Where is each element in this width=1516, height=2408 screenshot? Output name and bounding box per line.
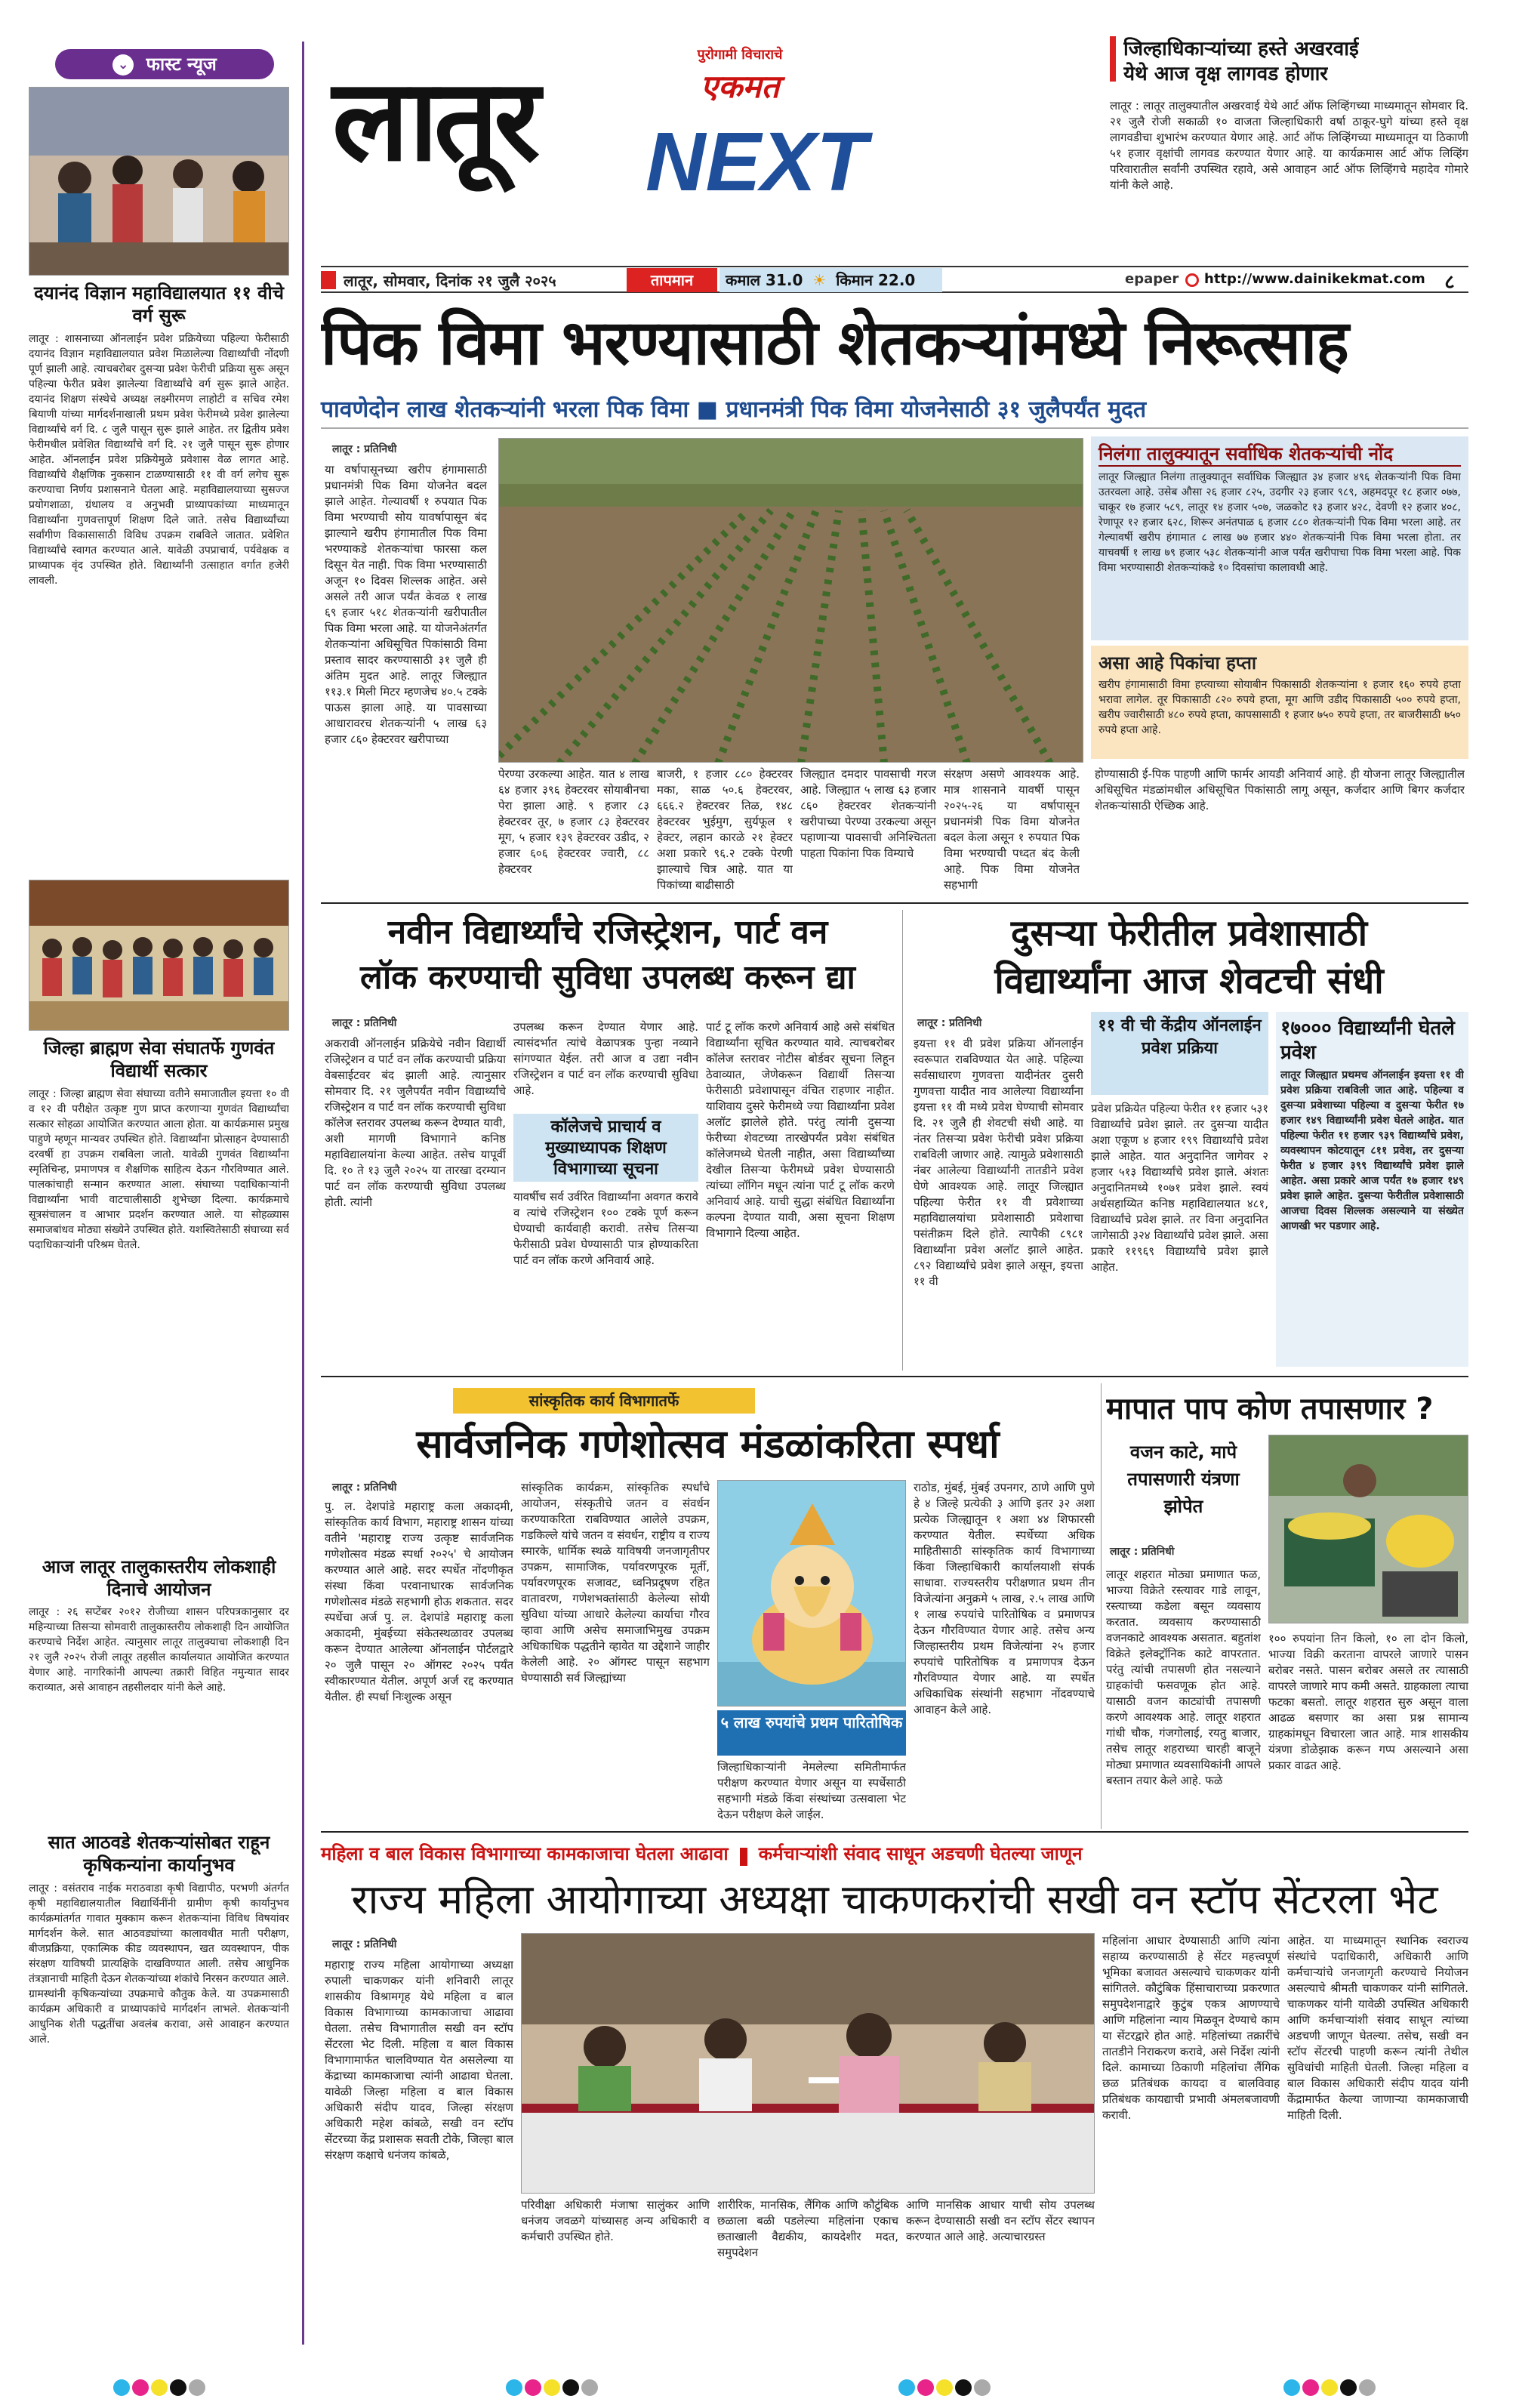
adm-col-1: इयत्ता ११ वी प्रवेश प्रक्रिया ऑनलाईन स्वरूपात राबविण्यात येत आहे. पहिल्या सर्वसाधारण गुणवत्ता यादीनंतर दुसरी गुणवत्ता यादीत नाव आलेल्या विद्यार्थ्यांना इयत्ता ११ वी मध्ये प्रवेश घेण्याची सोमवार दि. २१ जुलै ही शेवटची संधी आहे. या नंतर तिसऱ्या प्रवेश फेरीची प्रवेश प्रक्रिया राबविली जाणार आहे. त्यामुळे प्रवेशासाठी नंबर आलेल्या विद्यार्थ्यांनी तातडीने प्रवेश घेणे आवश्यक आहे. लातूर जिल्ह्यात पहिल्या फेरीत ११ वी प्रवेशाच्या महाविद्यालयांचा प्रवेशासाठी प्रवेशाचा पसंतीक्रम दिले होते. त्यापैकी ८९८१ विद्यार्थ्यांना प्रवेश अलॉट झाले आहेत. ८९२ विद्यार्थ्यांचे प्रवेश झाले असून, इयत्ता ११ वी (914, 1037, 1083, 1288)
mahila-kicker-2: कर्मचाऱ्यांशी संवाद साधून अडचणी घेतल्या जाणून (758, 1843, 1083, 1864)
photo-classroom (29, 88, 289, 276)
page-number: ८ (1444, 271, 1455, 294)
ganesh-photo (717, 1480, 906, 1707)
sidebar-story-4-body: लातूर : वसंतराव नाईक मराठवाडा कृषी विद्यापीठ, परभणी अंतर्गत कृषी महाविद्यालयातील विद्यार्थिनींनी ग्रामीण कृषी कार्यानुभव कार्यक्रमांतर्गत गावात मुक्काम करून शेतकऱ्यांना विविध विषयांवर मार्गदर्शन केले. सात आठवड्यांच्या कालावधीत माती परीक्षण, बीजप्रक्रिया, एकात्मिक कीड व्यवस्थापन, खत व्यवस्थापन, पीक संरक्षण याविषयी प्रात्यक्षिके दाखविण्यात आली. तसेच आधुनिक तंत्रज्ञानाची माहिती देऊन शेतकऱ्यांच्या शंकांचे निरसन करण्यात आले. ग्रामस्थांनी कृषिकन्यांच्या उपक्रमाचे कौतुक केले. या उपक्रमासाठी कार्यक्रम अधिकारी व प्राध्यापकांचे मार्गदर्शन लाभले. शेतकऱ्यांनी आधुनिक शेती पद्धतींचा अवलंब करावा, असे आवाहन करण्यात आले. (29, 1882, 289, 2046)
ganesh-col-3: राठोड, मुंबई, मुंबई उपनगर, ठाणे आणि पुणे हे ४ जिल्हे प्रत्येकी ३ आणि इतर ३२ अशा प्रत्येक जिल्ह्यातून १ अशा ४४ शिफारसी करण्यात येतील. स्पर्धेच्या अधिक माहितीसाठी सांस्कृतिक कार्य विभागाच्या किंवा जिल्हाधिकारी कार्यालयाशी संपर्क साधावा. राज्यस्तरीय परीक्षणात प्रथम तीन विजेत्यांना अनुक्रमे ५ लाख, २.५ लाख आणि १ लाख रुपयांचे पारितोषिक व प्रमाणपत्र देऊन गौरविण्यात येणार आहे. तसेच अन्य जिल्हास्तरीय प्रथम विजेत्यांना २५ हजार रुपयांचे पारितोषिक व प्रमाणपत्र देऊन गौरविण्यात येणार आहे. या स्पर्धेत अधिकाधिक संस्थांनी सहभाग नोंदवण्याचे आवाहन केले आहे. (914, 1481, 1095, 1716)
hapta-title: असा आहे पिकांचा हप्ता (1098, 652, 1257, 674)
sidebar-story-2-body: लातूर : जिल्हा ब्राह्मण सेवा संघाच्या वतीने समाजातील इयत्ता १० वी व १२ वी परीक्षेत उत्कृष्ट गुण प्राप्त करणाऱ्या गुणवंत विद्यार्थ्यांचा सत्कार सोहळा आयोजित करण्यात आला होता. या कार्यक्रमास प्रमुख पाहुणे म्हणून मान्यवर उपस्थित होते. विद्यार्थ्यांना प्रोत्साहन देण्यासाठी दरवर्षी हा उपक्रम राबविला जातो. यावेळी गुणवंत विद्यार्थ्यांना स्मृतिचिन्ह, प्रमाणपत्र व शैक्षणिक साहित्य देऊन गौरविण्यात आले. पालकांचाही सन्मान करण्यात आला. संघाच्या पदाधिकाऱ्यांनी विद्यार्थ्यांना भावी वाटचालीसाठी शुभेच्छा दिल्या. कार्यक्रमाचे सूत्रसंचालन व आभार प्रदर्शन करण्यात आले. या सोहळ्यास समाजबांधव मोठ्या संख्येने उपस्थित होते. यशस्वितेसाठी संघाच्या सर्व पदाधिकाऱ्यांनी परिश्रम घेतले. (29, 1088, 289, 1251)
registration-marks-right (1283, 2379, 1378, 2399)
dateline-bar (321, 266, 1468, 293)
top-right-headline-2: येथे आज वृक्ष लागवड होणार (1123, 63, 1328, 85)
ganesh-byline: लातूर : प्रतिनिधी (332, 1481, 397, 1494)
lead-photo (498, 438, 1083, 763)
temp-label: तापमान (627, 268, 717, 292)
sidebar-story-2-headline: जिल्हा ब्राह्मण सेवा संघातर्फे गुणवंत विद्यार्थी सत्कार (43, 1038, 275, 1081)
epaper-url[interactable]: http://www.dainikekmat.com (1204, 271, 1425, 287)
ganesh-col-1: पु. ल. देशपांडे महाराष्ट्र कला अकादमी, सांस्कृतिक कार्य विभाग, महाराष्ट्र शासन यांच्या वतीने 'महाराष्ट्र राज्य उत्कृष्ट सार्वजनिक गणेशोत्सव मंडळ स्पर्धा २०२५' चे आयोजन करण्यात आले आहे. सदर स्पर्धेत नोंदणीकृत संस्था किंवा परवानाधारक सार्वजनिक गणेशोत्सव मंडळे सहभागी होऊ शकतात. सदर स्पर्धेचा अर्ज पु. ल. देशपांडे महाराष्ट्र कला अकादमी, मुंबईच्या संकेतस्थळावर उपलब्ध करून देण्यात आलेल्या ऑनलाईन पोर्टलद्वारे २० जुलै पासून २० ऑगस्ट २०२५ पर्यंत स्वीकारण्यात येतील. अपूर्ण अर्ज रद्द करण्यात येतील. ही स्पर्धा निःशुल्क असून (325, 1500, 513, 1703)
sidebar-photo-2 (29, 880, 289, 1031)
temp-values (719, 268, 942, 292)
divider-1 (321, 902, 1468, 904)
ganesh-headline: सार्वजनिक गणेशोत्सव मंडळांकरिता स्पर्धा (416, 1422, 1000, 1467)
masthead-tagline: पुरोगामी विचाराचे (697, 47, 783, 63)
photo-felicitation (29, 880, 289, 1031)
mahila-kicker-1: महिला व बाल विकास विभागाच्या कामकाजाचा घेतला आढावा (321, 1843, 729, 1864)
mahila-col-2: महिलांना आधार देण्यासाठी आणि त्यांना सहाय्य करण्यासाठी हे सेंटर महत्त्वपूर्ण भूमिका बजावत असल्याचे चाकणकर यांनी सांगितले. कौटुंबिक हिंसाचाराच्या प्रकरणात समुपदेशनाद्वारे कुटुंब एकत्र आणण्याचे आणि महिलांना न्याय मिळवून देण्याचे काम या सेंटरद्वारे होत आहे. महिलांच्या तक्रारींचे तातडीने निराकरण करावे, असे निर्देश त्यांनी दिले. कामाच्या ठिकाणी महिलांचा लैंगिक छळ प्रतिबंधक कायदा व बालविवाह प्रतिबंधक कायद्याची प्रभावी अंमलबजावणी करावी. (1102, 1934, 1280, 2122)
sidebar-story-1-headline: दयानंद विज्ञान महाविद्यालयात ११ वीचे वर्ग सुरू (34, 282, 284, 326)
masthead-next: NEXT (646, 116, 867, 208)
reg-subbox-title: कॉलेजचे प्राचार्य व मुख्याध्यापक शिक्षण विभागाच्या सूचना (545, 1118, 667, 1179)
box-17000 (1276, 1012, 1468, 1367)
lead-byline: लातूर : प्रतिनिधी (332, 443, 397, 455)
mapan-byline: लातूर : प्रतिनिधी (1110, 1546, 1175, 1558)
mapan-subhead-2: तपासणारी यंत्रणा (1127, 1469, 1240, 1490)
ganesh-kicker-text: सांस्कृतिक कार्य विभागातर्फे (528, 1392, 679, 1410)
lead-col-1: या वर्षापासूनच्या खरीप हंगामासाठी प्रधानमंत्री पिक विमा योजनेत बदल झाले आहेत. गेल्यावर्षी १ रुपयात पिक विमा भरण्याची सोय यावर्षापासून बंद झाल्याने खरीप हंगामातील पिक विमा भरण्याकडे शेतकऱ्यांचा फारसा कल दिसून येत नाही. पिक विमा भरण्यासाठी अजून १० दिवस शिल्लक आहेत. असे असले तरी आज पर्यंत केवळ १ लाख ६९ हजार ५१८ शेतकऱ्यांनी खरीपातील पिक विमा भरला आहे. या योजनेअंतर्गत शेतकऱ्यांना अधिसूचित पिकांसाठी विमा प्रस्ताव सादर करण्यासाठी ३१ जुलै ही अंतिम मुदत आहे. लातूर जिल्ह्यात ११३.१ मिली मिटर म्हणजेच ४०.५ टक्के पाऊस झाला आहे. या पावसाच्या आधारावरच शेतकऱ्यांनी ५ लाख ६३ हजार ८६० हेक्टरवर खरीपाच्या (325, 463, 487, 746)
reg-headline-2: लॉक करण्याची सुविधा उपलब्ध करून द्या (360, 958, 855, 997)
sidebar-photo-1 (29, 87, 289, 276)
photo-meeting (522, 1934, 1095, 2194)
mahila-col-1: महाराष्ट्र राज्य महिला आयोगाच्या अध्यक्षा रुपाली चाकणकर यांनी शनिवारी लातूर शासकीय विश्रामगृह येथे महिला व बाल विकास विभागाच्या कामकाजाचा आढावा घेतला. तसेच विभागातील सखी वन स्टॉप सेंटरला भेट दिली. महिला व बाल विकास विभागामार्फत चालविण्यात येत असलेल्या या केंद्राच्या कामकाजाचा त्यांनी आढावा घेतला. यावेळी जिल्हा महिला व बाल विकास अधिकारी संदीप यादव, जिल्हा संरक्षण अधिकारी महेश कांबळे, सखी वन स्टॉप सेंटरच्या केंद्र प्रशासक सवती टोके, जिल्हा बाल संरक्षण कक्षाचे धनंजय कांबळे, (325, 1958, 513, 2162)
globe-icon (1185, 273, 1199, 287)
divider-3 (321, 1831, 1468, 1833)
box-17000-title: १७००० विद्यार्थ्यांनी घेतले प्रवेश (1280, 1017, 1455, 1064)
registration-marks-center-left (506, 2379, 600, 2399)
ganesh-col-2: सांस्कृतिक कार्यक्रम, सांस्कृतिक स्पर्धांचे आयोजन, संस्कृतीचे जतन व संवर्धन करण्याकरिता राबविण्यात आलेले उपक्रम, गडकिल्ले यांचे जतन व संवर्धन, राष्ट्रीय व राज्य स्मारके, धार्मिक स्थळे याविषयी जनजागृतीपर उपक्रम, सामाजिक, पर्यावरणपूरक मूर्ती, पर्यावरणपूरक सजावट, ध्वनिप्रदूषण रहित वातावरण, गणेशभक्तांसाठी केलेल्या सोयी सुविधा यांच्या आधारे केलेल्या कार्याचा गौरव व्हावा आणि असेच समाजाभिमुख उपक्रम अधिकाधिक पद्धतीने व्हावेत या उद्देशाने जाहीर केलेली आहे. २० ऑगस्ट पासून सहभाग घेण्यासाठी सर्व जिल्ह्यांच्या (521, 1481, 710, 1685)
sidebar-story-3-headline: आज लातूर तालुकास्तरीय लोकशाही दिनाचे आयोजन (42, 1556, 276, 1600)
mahila-photo (521, 1933, 1095, 2194)
adm-headline-2: विद्यार्थ्यांना आज शेवटची संधी (994, 960, 1384, 1002)
lead-subhead-text: पावणेदोन लाख शेतकऱ्यांनी भरला पिक विमा ■ प्रधानमंत्री पिक विमा योजनेसाठी ३१ जुलैपर्यंत मुदत (321, 396, 1147, 423)
dateline-text: लातूर, सोमवार, दिनांक २१ जुलै २०२५ (344, 272, 556, 290)
nilanga-box (1091, 436, 1468, 640)
reg-headline-1: नवीन विद्यार्थ्यांचे रजिस्ट्रेशन, पार्ट वन (387, 913, 828, 951)
temp-min: किमान 22.0 (836, 271, 916, 289)
reg-col-1: अकरावी ऑनलाईन प्रक्रियेचे नवीन विद्यार्थी रजिस्ट्रेशन व पार्ट वन लॉक करण्याची प्रक्रिया वेबसाईटवर बंद झाली आहे. त्यानुसार सोमवार दि. २१ जुलैपर्यंत नवीन विद्यार्थ्यांचे रजिस्ट्रेशन व पार्ट वन लॉक करण्याची सुविधा कॉलेज स्तरावर उपलब्ध करून देण्यात यावी, अशी मागणी विभागाने कनिष्ठ महाविद्यालयांना केल्या आहेत. तसेच यापूर्वी दि. १० ते १३ जुलै २०२५ या तारखा दरम्यान पार्ट वन लॉक करण्याची सुविधा उपलब्ध होती. त्यांनी (325, 1037, 506, 1209)
top-right-story (1110, 30, 1472, 257)
masthead (321, 34, 1087, 261)
lead-col-3: बाजरी, १ हजार ८८० हेक्टरवर मका, साळ ५०.६ हेक्टरवर, ६६६.२ हेक्टरवर तिळ, १४८ हेक्टरवर भुईमुग, सुर्यफूल १ हेक्टर, लहान कारळे २१ हेक्टर अशा प्रकारे ९६.२ टक्के पेरणी झाल्याचे चित्र आहे. यात या पिकांच्या बाढीसाठी (657, 767, 793, 892)
fast-news-icon: ⌄ (112, 54, 134, 76)
mapan-photo (1268, 1435, 1468, 1623)
box-17000-body: लातूर जिल्ह्यात प्रथमच ऑनलाईन इयत्ता ११ वी प्रवेश प्रक्रिया राबविली जात आहे. पहिल्या व दुसऱ्या प्रवेशाच्या पहिल्या व दुसऱ्या फेरीत १७ हजार १४९ विद्यार्थ्यांनी प्रवेश घेतले आहेत. यात पहिल्या फेरीत ११ हजार ९३९ विद्यार्थ्यांचे प्रवेश, व्यवस्थापन कोटयातून ८११ प्रवेश, तर दुसऱ्या फेरीत ४ हजार ३९९ विद्यार्थ्यांचे प्रवेश झाले आहेत. असा प्रकारे आज पर्यंत १७ हजार १४९ प्रवेश झाले आहेत. दुसऱ्या फेरीतील प्रवेशासाठी आजचा दिवस शिल्लक असल्याने या संख्येत आणखी भर पडणार आहे. (1280, 1069, 1464, 1232)
adm-headline-1: दुसऱ्या फेरीतील प्रवेशासाठी (1010, 912, 1368, 954)
photo-fruit-vendor (1269, 1435, 1468, 1623)
kicker-separator (740, 1848, 747, 1866)
mahila-caption: परिवीक्षा अधिकारी मंजाषा सालुंकर आणि धनंजय जवळगे यांच्यासह अन्य अधिकारी व कर्मचारी उपस्थित होते. (521, 2198, 710, 2243)
reg-col-3: पार्ट टू लॉक करणे अनिवार्य आहे असे संबंधित विद्यार्थ्यांना सूचित करण्यात यावे. त्याचबरोबर कॉलेज स्तरावर नोटीस बोर्डवर सूचना लिहून ठेवाव्यात, जेणेकरून विद्यार्थी तिसऱ्या फेरीसाठी प्रवेशापासून वंचित राहणार नाहीत. याशिवाय दुसरे फेरीमध्ये ज्या विद्यार्थ्यांना प्रवेश अलॉट झालेले होते. परंतु त्यांनी दुसऱ्या फेरीच्या शेवटच्या तारखेपर्यंत प्रवेश संबंधित कॉलेजमध्ये घेतली नाहीत, असा विद्यार्थ्यांच्या देखील तिसऱ्या फेरीमध्ये प्रवेश घेण्यासाठी त्यांच्या लॉगिन मधून त्यांना पार्ट टू लॉक करणे अनिवार्य आहे. याची सुद्धा संबंधित विद्यार्थ्यांना कल्पना देण्यात यावी, असा सूचना शिक्षण विभागाने दिल्या आहेत. (706, 1020, 895, 1240)
ganesh-caption: ५ लाख रुपयांचे प्रथम पारितोषिक (720, 1713, 903, 1731)
dateline-mark (321, 271, 336, 289)
divider-v-1 (902, 910, 903, 1370)
mapan-subhead-3: झोपेत (1163, 1496, 1203, 1517)
epaper-label: epaper (1125, 271, 1179, 287)
masthead-brand: एकमत (700, 68, 780, 105)
ganesh-kicker (453, 1388, 755, 1414)
nilanga-body: लातूर जिल्ह्यात निलंगा तालुक्यातून सर्वाधिक जिल्ह्यात ३४ हजार ४९६ शेतकऱ्यांनी पिक विमा उतरवला आहे. उसेब औसा २६ हजार ८२५, उदगीर २३ हजार ९८९, अहमदपूर १८ हजार ०७७, चाकूर १७ हजार ५८९, लातूर १४ हजार ५०७, जळकोट १३ हजार ४२८, देवणी १२ हजार ४०८, रेणापूर १२ हजार ६२८, शिरूर अनंतपाळ ६ हजार ८८० शेतकऱ्यांनी पिक विमा भरला आहे. तर गेल्यावर्षी खरीप हंगामात ८ लाख ७७ हजार ४४० शेतकऱ्यांनी पिक विमा भरला होता. तर याचवर्षी १ लाख ७९ हजार ५३८ शेतकऱ्यांनी आज पर्यंत खरीपाचा पिक विमा भरला आहे. पिक विमा भरण्यासाठी शेतकऱ्यांकडे १० दिवसांचा कालावधी आहे. (1098, 471, 1461, 574)
sidebar-story-3-body: लातूर : २६ सप्टेंबर २०१२ रोजीच्या शासन परिपत्रकानुसार दर महिन्याच्या तिसऱ्या सोमवारी तालुकास्तरीय लोकशाही दिन आयोजित करण्याचे निर्देश आहेत. त्यानुसार लातूर तालुक्याचा लोकशाही दिन २१ जुलै २०२५ रोजी लातूर तहसील कार्यालयात आयोजित करण्यात येणार आहे. नागरिकांनी आपल्या तक्रारी विहित नमुन्यात सादर कराव्यात, असे आवाहन तहसीलदार यांनी केले आहे. (29, 1606, 289, 1694)
mahila-kicker (321, 1839, 1468, 1869)
mapan-col-1: लातूर शहरात मोठ्या प्रमाणात फळ, भाज्या विक्रेते रस्त्यावर गाडे लावून, रस्त्याच्या कडेला बसून व्यवसाय करतात. व्यवसाय करण्यासाठी वजनकाटे आवश्यक असतात. बहुतांश विक्रेते इलेक्ट्रॉनिक काटे वापरतात. परंतु त्यांची तपासणी होत नसल्याने ग्राहकांची फसवणूक होत आहे. यासाठी वजन काट्यांची तपासणी करणे आवश्यक आहे. लातूर शहरात गांधी चौक, गंजगोलाई, रयतु बाजार, तसेच लातूर शहराच्या चारही बाजूने मोठ्या प्रमाणात व्यवसायिकांनी आपले बस्तान तयार केले आहे. फळे (1106, 1568, 1261, 1787)
divider-v-2 (1101, 1383, 1102, 1829)
photo-crop-field (499, 439, 1083, 763)
registration-marks-left (113, 2379, 208, 2399)
temp-max: कमाल 31.0 (726, 271, 803, 289)
reg-byline: लातूर : प्रतिनिधी (332, 1017, 397, 1029)
nilanga-title: निलंगा तालुक्यातून सर्वाधिक शेतकऱ्यांची नोंद (1098, 442, 1461, 467)
ganesh-caption-text: जिल्हाधिकाऱ्यांनी नेमलेल्या समितीमार्फत परीक्षण करण्यात येणार असून या स्पर्धेसाठी सहभागी मंडळे किंवा संस्थांच्या उत्सवाला भेट देऊन परीक्षण केले जाईल. (717, 1760, 906, 1821)
top-right-bar (1110, 36, 1116, 82)
lead-col-5: संरक्षण असणे आवश्यक आहे. मात्र शासनाने यावर्षी पासून २०२५-२६ या वर्षापासून प्रधानमंत्री पिक विमा योजनेत बदल केला असून १ रुपयात पिक विमा भरण्याची पध्दत बंद केली आहे. पिक विमा योजनेत सहभागी (944, 767, 1080, 892)
mapan-headline: मापात पाप कोण तपासणार ? (1106, 1392, 1434, 1426)
registration-marks-center-right (898, 2379, 993, 2399)
sidebar-header (55, 49, 274, 79)
photo-ganesh-idol (718, 1481, 906, 1707)
mahila-col-3: आहेत. या माध्यमातून स्थानिक स्वराज्य संस्थांचे पदाधिकारी, अधिकारी आणि कर्मचाऱ्यांचे जनजागृती करण्याचे नियोजन असल्याचे श्रीमती चाकणकर यांनी सांगितले. चाकणकर यांनी यावेळी उपस्थित अधिकारी आणि कर्मचाऱ्यांशी संवाद साधून त्यांच्या अडचणी जाणून घेतल्या. तसेच, सखी वन स्टॉप सेंटरची पाहणी करून त्यांनी तेथील सुविधांची माहिती घेतली. जिल्हा महिला व बाल विकास अधिकारी संदीप यादव यांनी केंद्रामार्फत केल्या जाणाऱ्या कामकाजाची माहिती दिली. (1287, 1934, 1468, 2122)
mahila-caption-3: आणि मानसिक आधार याची सोय उपलब्ध करून देण्यासाठी सखी वन स्टॉप सेंटर स्थापन करण्यात आले आहे. अत्याचारग्रस्त (906, 2198, 1095, 2243)
reg-subbox (513, 1114, 698, 1182)
top-right-headline-1: जिल्हाधिकाऱ्यांच्या हस्ते अखरवाई (1123, 38, 1359, 60)
mahila-caption-2: शारीरिक, मानसिक, लैंगिक आणि कौटुंबिक छळाला बळी पडलेल्या महिलांना एकाच छताखाली वैद्यकीय, कायदेशीर मदत, समुपदेशन (717, 2198, 898, 2259)
sidebar-header-label: फास्ट न्यूज (146, 54, 217, 75)
mapan-subhead-box (1106, 1438, 1261, 1537)
sun-icon: ☀ (812, 271, 827, 289)
lead-headline: पिक विमा भरण्यासाठी शेतकऱ्यांमध्ये निरूत्साह (321, 307, 1348, 379)
reg-col-2: उपलब्ध करून देण्यात येणार आहे. त्यासंदर्भात त्यांचे वेळापत्रक पुन्हा नव्याने सांगण्यात येईल. तरी आज व उद्या नवीन रजिस्ट्रेशन व पार्ट वन लॉक करण्याची सुविधा आहे. (513, 1020, 698, 1097)
reg-col-2b: यावर्षीच सर्व उर्वरित विद्यार्थ्यांना अवगत करावे व त्यांचे रजिस्ट्रेशन १०० टक्के पूर्ण करून घेण्याची कार्यवाही करावी. तसेच तिसऱ्या फेरीसाठी प्रवेश घेण्यासाठी पात्र होण्याकरिता पार्ट वन लॉक करणे अनिवार्य आहे. (513, 1190, 698, 1267)
hapta-box (1091, 646, 1468, 759)
masthead-title: लातूर (332, 55, 536, 187)
sidebar-story-4-headline: सात आठवडे शेतकऱ्यांसोबत राहून कृषिकन्यांना कार्यानुभव (48, 1832, 270, 1876)
mahila-headline: राज्य महिला आयोगाच्या अध्यक्षा चाकणकरांची सखी वन स्टॉप सेंटरला भेट (351, 1876, 1438, 1923)
lead-col-2: पेरण्या उरकल्या आहेत. यात ४ लाख ६४ हजार ३९६ हेक्टरवर सोयाबीनचा पेरा झाला आहे. ९ हजार ८३ हेक्टरवर तूर, ७ हजार ८३ हेक्टरवर मूग, ५ हजार १३९ हेक्टरवर उडीद, २ हजार ६०६ हेक्टरवर ज्वारी, ८८ हेक्टरवर (498, 767, 649, 876)
adm-subbox-title: ११ वी ची केंद्रीय ऑनलाईन प्रवेश प्रक्रिया (1098, 1016, 1262, 1058)
adm-subbox (1091, 1012, 1268, 1095)
mahila-byline: लातूर : प्रतिनिधी (332, 1938, 397, 1950)
sidebar (21, 42, 304, 2345)
divider-2 (321, 1376, 1468, 1377)
lead-subhead (321, 393, 1468, 429)
lead-col-6: होण्यासाठी ई-पिक पाहणी आणि फार्मर आयडी अनिवार्य आहे. ही योजना लातूर जिल्ह्यातील अधिसूचित मंडळांमधील अधिसूचित पिकांसाठी लागू असून, कर्जदार आणि बिगर कर्जदार शेतकऱ्यांसाठी ऐच्छिक आहे. (1095, 767, 1465, 812)
ganesh-caption-box (717, 1710, 906, 1756)
lead-col-4: जिल्ह्यात दमदार पावसाची गरज आहे. जिल्ह्यात ५ लाख ६३ हजार ८६० हेक्टरवर शेतकऱ्यांनी खरीपाच्या पेरण्या उरकल्या असून पहाणाऱ्या पावसाची अनिश्चितता पाहता पिकांना पिक विम्याचे (800, 767, 936, 860)
adm-byline: लातूर : प्रतिनिधी (917, 1017, 982, 1029)
sidebar-story-1-body: लातूर : शासनाच्या ऑनलाईन प्रवेश प्रक्रियेच्या पहिल्या फेरीसाठी दयानंद विज्ञान महाविद्यालयात प्रवेश मिळालेल्या विद्यार्थ्यांची नोंदणी पूर्ण झाली आहे. त्याचबरोबर दुसऱ्या प्रवेश फेरीची प्रक्रिया सुरू असून पहिल्या फेरीत प्रवेश झालेल्या विद्यार्थ्यांचे वर्ग सुरू झाले आहेत. दयानंद शिक्षण संस्थेचे अध्यक्ष लक्ष्मीरमण लाहोटी व सचिव रमेश बियाणी यांच्या मार्गदर्शनाखाली प्रथम प्रवेश फेरीमध्ये प्रवेश झालेल्या विद्यार्थ्यांचे वर्ग दि. ८ जुलै पासून सुरू झाले आहेत. तर द्वितीय प्रवेश फेरीमधील प्रवेशित विद्यार्थ्यांचे वर्ग दि. २१ जुलै पासून सुरू होणार आहेत. ऑनलाईन प्रवेश प्रक्रियेमुळे प्रवेशास वेळ लागत आहे. विद्यार्थ्यांचे शैक्षणिक नुकसान टाळण्यासाठी ११ वी वर्ग लगेच सुरू करण्याचा निर्णय प्रशासनाने घेतला आहे. महाविद्यालयाच्या सुसज्ज प्रयोगशाळा, ग्रंथालय व अनुभवी प्राध्यापकांच्या माध्यमातून विद्यार्थ्यांना गुणवत्तापूर्ण शिक्षण दिले जाते. तसेच विद्यार्थ्यांच्या सर्वांगीण विकासासाठी विविध उपक्रम राबविले जातात. प्रवेशित विद्यार्थ्यांचे स्वागत करण्यात आले. यावेळी उपप्राचार्य, पर्यवेक्षक व प्राध्यापक वृंद उपस्थित होते. विद्यार्थ्यांनी उत्साहात वर्गात हजेरी लावली. (29, 333, 289, 587)
mapan-subhead-1: वजन काटे, मापे (1129, 1441, 1237, 1463)
mapan-col-2: १०० रुपयांना तिन किलो, १० ला दोन किलो, भाज्या विक्री करताना वापरले जाणारे पासन बरोबर नसते. पासन बरोबर असले तर त्यासाठी वापरले जाणारे माप कमी असते. ग्राहकाला त्याचा फटका बसतो. लातूर शहरात सुरु असून वाला आढळ बसणार का असा प्रश्न सामान्य ग्राहकांमधून विचारला जात आहे. मात्र शासकीय यंत्रणा डोळेझाक करून गप्प असल्याने असा प्रकार वाढत आहे. (1268, 1632, 1468, 1772)
top-right-body: लातूर : लातूर तालुक्यातील अखरवाई येथे आर्ट ऑफ लिव्हिंगच्या माध्यमातून सोमवार दि. २१ जुलै रोजी सकाळी १० वाजता जिल्हाधिकारी वर्षा ठाकूर-घुगे यांच्या हस्ते वृक्ष लागवडीचा शुभारंभ करण्यात येणार आहे. आर्ट ऑफ लिव्हिंगच्या माध्यमातून या ठिकाणी ५१ हजार वृक्षांची लागवड करण्यात येणार आहे. या कार्यक्रमास आर्ट ऑफ लिव्हिंग परिवारातील सर्वांनी उपस्थित रहावे, असे आवाहन आर्ट ऑफ लिव्हिंगचे महादेव गोमारे यांनी केले आहे. (1110, 99, 1468, 192)
adm-col-2: प्रवेश प्रक्रियेत पहिल्या फेरीत ११ हजार ५३१ विद्यार्थ्यांचे प्रवेश झाले. तर दुसऱ्या यादीत अशा एकूण ४ हजार १९९ विद्यार्थ्यांचे प्रवेश झाले आहेत. यात अनुदानित जागेवर २ हजार ५१३ विद्यार्थ्यांचे प्रवेश झाले. अंशतः अनुदानितमध्ये १०७१ प्रवेश झाले. स्वयं अर्थसहाय्यित कनिष्ठ महाविद्यालयात ४८१, विद्यार्थ्यांचे प्रवेश झाले. तर विना अनुदानित जागेसाठी ३२४ विद्यार्थ्यांचे प्रवेश झाले. असा प्रकारे ११९६९ विद्यार्थ्यांचे प्रवेश झाले आहेत. (1091, 1102, 1268, 1274)
hapta-body: खरीप हंगामासाठी विमा हप्त्याच्या सोयाबीन पिकासाठी शेतकऱ्यांना १ हजार १६० रुपये हप्ता भरावा लागेल. तूर पिकासाठी ८२० रुपये हप्ता, मूग आणि उडीद पिकासाठी ५०० रुपये हप्ता, खरीप ज्वारीसाठी ४८० रुपये हप्ता, कापसासाठी १ हजार ७५० रुपये हप्ता, तर बाजरीसाठी ७५० रुपये हप्ता आहे. (1098, 679, 1461, 736)
